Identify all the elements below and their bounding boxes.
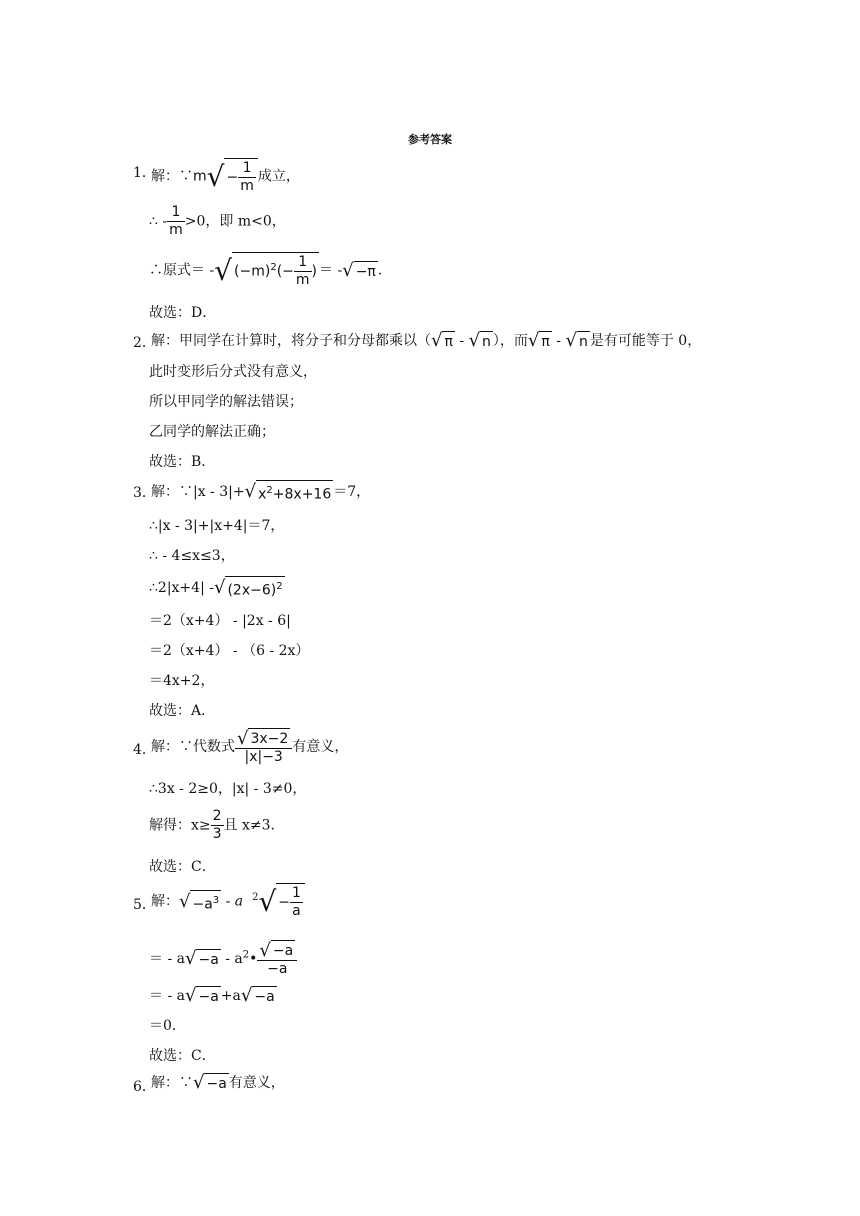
q1-line2: ∴ - $\frac{1}{m}$ >0，即 m<0， (149, 204, 286, 238)
q5-answer: 故选：C． (149, 1048, 216, 1064)
q3-line1: 解：∵|x - 3|+√ $x^2+8x+16 =7$， (151, 480, 371, 503)
q3-line2: ∴|x - 3|+|x+4|＝7， (149, 518, 285, 534)
q1-number: 1． (133, 165, 156, 181)
q6-number: 6． (133, 1079, 156, 1095)
q2-line2: 此时变形后分式没有意义， (149, 364, 317, 380)
q4-answer: 故选：C． (149, 859, 216, 875)
q4-number: 4． (133, 742, 156, 758)
q1-radical: √ − $\frac{1}{m}$ (207, 158, 258, 195)
q2-answer: 故选：B． (149, 454, 216, 470)
q5-line1: 解：√ $-a^3 - a$ $^2$√ − $\frac{1}{a}$ (151, 883, 305, 920)
q3-line6: ＝2（x+4） - （6 - 2x） (149, 643, 310, 659)
q6-line1: 解：∵√ −a 有意义， (151, 1072, 285, 1093)
q3-number: 3． (133, 485, 156, 501)
q3-answer: 故选：A． (149, 703, 216, 719)
q1-line1: 解：∵m√ − $\frac{1}{m}$ 成立， (151, 159, 300, 194)
q3-line7: ＝4x+2， (149, 673, 215, 689)
q4-line3: 解得：x≥ $\frac{2}{3}$ 且 x≠3． (149, 808, 285, 842)
q2-line4: 乙同学的解法正确； (149, 424, 275, 440)
q5-line3: ＝ - a√ −a +a√ −a (149, 985, 275, 1006)
q5-line2: ＝ - $a√ -a - a^2•$ $\frac{√ -a}{-a}$ (149, 940, 297, 978)
q2-line3: 所以甲同学的解法错误； (149, 394, 303, 410)
q1-line3: ∴原式＝ -√ $(-m)^2(-$ $\frac{1}{m}$ ) ＝ -√ −π . (149, 253, 383, 288)
q1-answer: 故选：D． (149, 305, 217, 321)
q2-number: 2． (133, 335, 156, 351)
q2-line1: 解：甲同学在计算时，将分子和分母都乘以（√ π - √ n ），而√ π - √ n 是有可能等于 0， (151, 330, 702, 351)
q4-line1: 解：∵代数式 $\frac{√ 3x-2}{|x|-3}$ 有意义， (151, 727, 349, 765)
q5-line4: ＝0． (149, 1018, 186, 1034)
q3-line5: ＝2（x+4） - |2x - 6| (149, 613, 291, 629)
q5-number: 5． (133, 897, 156, 913)
q3-line4: ∴2|x+4| -√ $(2x-6)^2$ (149, 576, 283, 599)
q3-line3: ∴ - 4≤x≤3， (149, 548, 235, 564)
page-title: 参考答案 (408, 133, 452, 146)
q4-line2: ∴3x - 2≥0，|x| - 3≠0， (149, 781, 307, 797)
